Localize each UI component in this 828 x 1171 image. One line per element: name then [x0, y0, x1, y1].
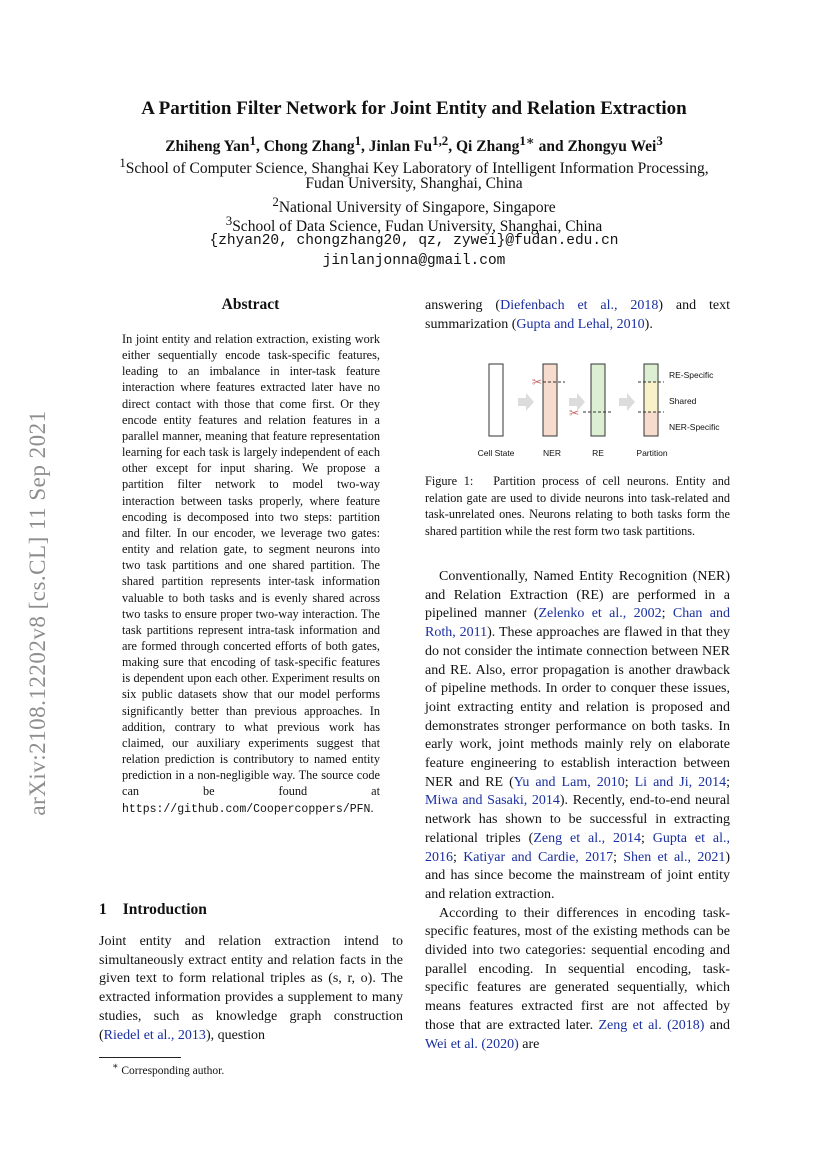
figure-caption: [425, 473, 730, 539]
legend-label: NER-Specific: [669, 422, 720, 432]
author-list: Zhiheng Yan$^1$, Chong Zhang$^1$, Jinlan Fu$^{1,2}$, Qi Zhang$^{1∗}$ and Zhongyu Wei$^3$: [165, 133, 663, 156]
aff-sup: 2: [272, 194, 279, 209]
aff-text: School of Data Science, Fudan University, Shanghai, China: [232, 218, 603, 236]
author-sup: 3: [656, 133, 663, 148]
body-text: According to their differences in encoding task-specific features, most of the existing methods can be divided into two categories: sequential encoding and parallel encoding. In sequential encoding, task-specific features are generated sequentially, which means features extracted first are not affected by those that are extracted later.: [425, 905, 730, 1033]
body-text: ) and text summarization (: [425, 298, 731, 332]
author-sup: 1: [354, 133, 362, 148]
citation-link[interactable]: Zeng et al. (2018): [598, 1017, 705, 1033]
author-name: Zhongyu Wei: [567, 138, 657, 156]
paper-title: A Partition Filter Network for Joint Entity and Relation Extraction: [141, 98, 687, 119]
body-text: ). These approaches are flawed in that they do not consider the intimate connection between NER and RE. Also, error propagation is another drawback of pipeline methods. In order to conquer these issues, joint extracting entity and relation is proposed and demonstrates stronger performance on both tasks. In early work, joint methods mainly rely on elaborate feature engineering to establish interaction between NER and RE (: [425, 625, 730, 790]
figure-label: Partition: [636, 448, 668, 458]
email-line: {zhyan20, chongzhang20, qz, zywei}@fudan.edu.cn: [209, 233, 619, 249]
citation-link[interactable]: Miwa and Sasaki, 2014: [425, 793, 560, 809]
citation-link[interactable]: Gupta et al., 2016: [425, 830, 730, 865]
right-paragraph-top: [425, 297, 730, 334]
arrow-icon: [518, 393, 534, 411]
aff-text: National University of Singapore, Singapore: [278, 199, 556, 217]
body-text: ;: [726, 774, 731, 790]
citation-link[interactable]: Riedel et al., 2013: [103, 1027, 206, 1043]
body-text: ;: [613, 849, 624, 865]
arrow-icon: [619, 393, 635, 411]
citation-link[interactable]: Yu and Lam, 2010: [513, 774, 625, 790]
citation-link[interactable]: Gupta and Lehal, 2010: [516, 316, 645, 332]
shared-segment: [644, 382, 658, 412]
author-name: Qi Zhang: [456, 138, 520, 156]
citation-link[interactable]: Li and Ji, 2014: [634, 774, 727, 790]
aff-sup: 1: [119, 155, 126, 170]
caption-text: Partition process of cell neurons. Entity and relation gate are used to divide neurons into task-related and task-unrelated ones. Neurons relating to both tasks form the shared partition while the rest form two task partitions.: [425, 474, 730, 538]
body-text: ) and has since become the mainstream of joint entity and relation extraction.: [425, 849, 731, 902]
abstract-body: [122, 331, 380, 818]
intro-paragraph: [99, 933, 403, 1045]
author-sup: 1: [249, 133, 256, 148]
author-sup: 1,2: [432, 133, 449, 148]
body-text: ;: [661, 606, 673, 622]
abstract-heading: Abstract: [221, 296, 280, 313]
body-text: ). Recently, end-to-end neural network has shown to be successful in extracting relational triples (: [425, 793, 730, 846]
author-name: Zhiheng Yan: [165, 138, 250, 156]
body-text: ;: [453, 849, 464, 865]
re-specific-segment: [644, 364, 658, 382]
author-name: Jinlan Fu: [368, 138, 433, 156]
citation-link[interactable]: Wei et al. (2020): [425, 1036, 519, 1052]
footnote-text: Corresponding author.: [121, 1064, 225, 1077]
arxiv-stamp: arXiv:2108.12202v8 [cs.CL] 11 Sep 2021: [25, 410, 50, 816]
right-column-body: [425, 568, 730, 1054]
body-text: ;: [640, 830, 653, 846]
legend-label: RE-Specific: [669, 370, 714, 380]
author-sup: 1∗: [519, 133, 535, 148]
footnote-mark: ∗: [112, 1061, 119, 1072]
scissors-icon: ✂: [532, 375, 543, 389]
citation-link[interactable]: Katiyar and Cardie, 2017: [463, 849, 614, 865]
body-text: and: [704, 1017, 731, 1033]
section-heading: [99, 901, 223, 919]
aff-sup: 3: [225, 213, 233, 228]
body-text: ), question: [205, 1027, 266, 1043]
section-number: 1: [99, 901, 107, 918]
body-text: are: [518, 1036, 540, 1052]
email-line: jinlanjonna@gmail.com: [322, 253, 506, 269]
code-link[interactable]: https://github.com/Coopercoppers/PFN: [122, 802, 371, 816]
paragraph: [425, 905, 730, 1055]
re-bar: [591, 364, 605, 436]
figure-1: [472, 358, 732, 464]
body-text: answering (: [425, 298, 501, 313]
body-text: Joint entity and relation extraction intend to simultaneously extract entity and relation facts in the given text to form relational triples as (s, r, o). The extracted information provides a supplement to many studies, such as knowledge graph construction (: [99, 934, 403, 1043]
ner-specific-segment: [644, 412, 658, 436]
citation-link[interactable]: Diefenbach et al., 2018: [500, 298, 659, 313]
figure-label: NER: [543, 448, 561, 458]
cell-state-bar: [489, 364, 503, 436]
body-text: ;: [624, 774, 635, 790]
citation-link[interactable]: Zeng et al., 2014: [533, 830, 641, 846]
scissors-icon: ✂: [569, 406, 580, 420]
paragraph: [425, 568, 730, 905]
aff-text: School of Computer Science, Shanghai Key Laboratory of Intelligent Information Processing,: [125, 160, 709, 178]
ner-bar: [543, 364, 557, 436]
figure-label: RE: [592, 448, 604, 458]
abstract-text: In joint entity and relation extraction, existing work either sequentially encode task-specific features, leading to an imbalance in inter-task feature interaction where features extracted later have no direct contact with those that come first. Or they encode entity features and relation features in a parallel manner, meaning that feature representation learning for each task is largely independent of each other except for input sharing. We propose a partition filter network to model two-way interaction between tasks properly, where feature encoding is decomposed into two steps: partition and filter. In our encoder, we leverage two gates: entity and relation gate, to segment neurons into two task partitions and one shared partition. The shared partition represents inter-task information valuable to both tasks and is evenly shared across two tasks to ensure proper two-way interaction. The task partitions represent intra-task information and are formed through concerted efforts of both gates, making sure that encoding of task-specific features is dependent upon each other. Experiment results on six public datasets show that our model performs significantly better than previous approaches. In addition, contrary to what previous work has claimed, our auxiliary experiments suggest that relation prediction is contributory to named entity prediction in a non-negligible way. The source code can be found at: [122, 332, 380, 799]
legend-label: Shared: [669, 396, 697, 406]
citation-link[interactable]: Zelenko et al., 2002: [538, 606, 662, 622]
section-title: Introduction: [122, 901, 207, 918]
citation-link[interactable]: Chan and Roth, 2011: [425, 606, 730, 641]
author-name: Chong Zhang: [263, 138, 355, 156]
affiliation-1-cont: Fudan University, Shanghai, China: [305, 175, 523, 192]
citation-link[interactable]: Shen et al., 2021: [623, 849, 726, 865]
caption-label: Figure 1:: [425, 474, 474, 488]
body-text: Conventionally, Named Entity Recognition (NER) and Relation Extraction (RE) are performed in a pipelined manner (: [425, 569, 730, 622]
figure-label: Cell State: [477, 448, 515, 458]
footnote: [112, 1061, 224, 1077]
footnote-rule: [99, 1057, 181, 1058]
body-text: ).: [644, 316, 653, 332]
abstract-end: .: [370, 800, 374, 815]
